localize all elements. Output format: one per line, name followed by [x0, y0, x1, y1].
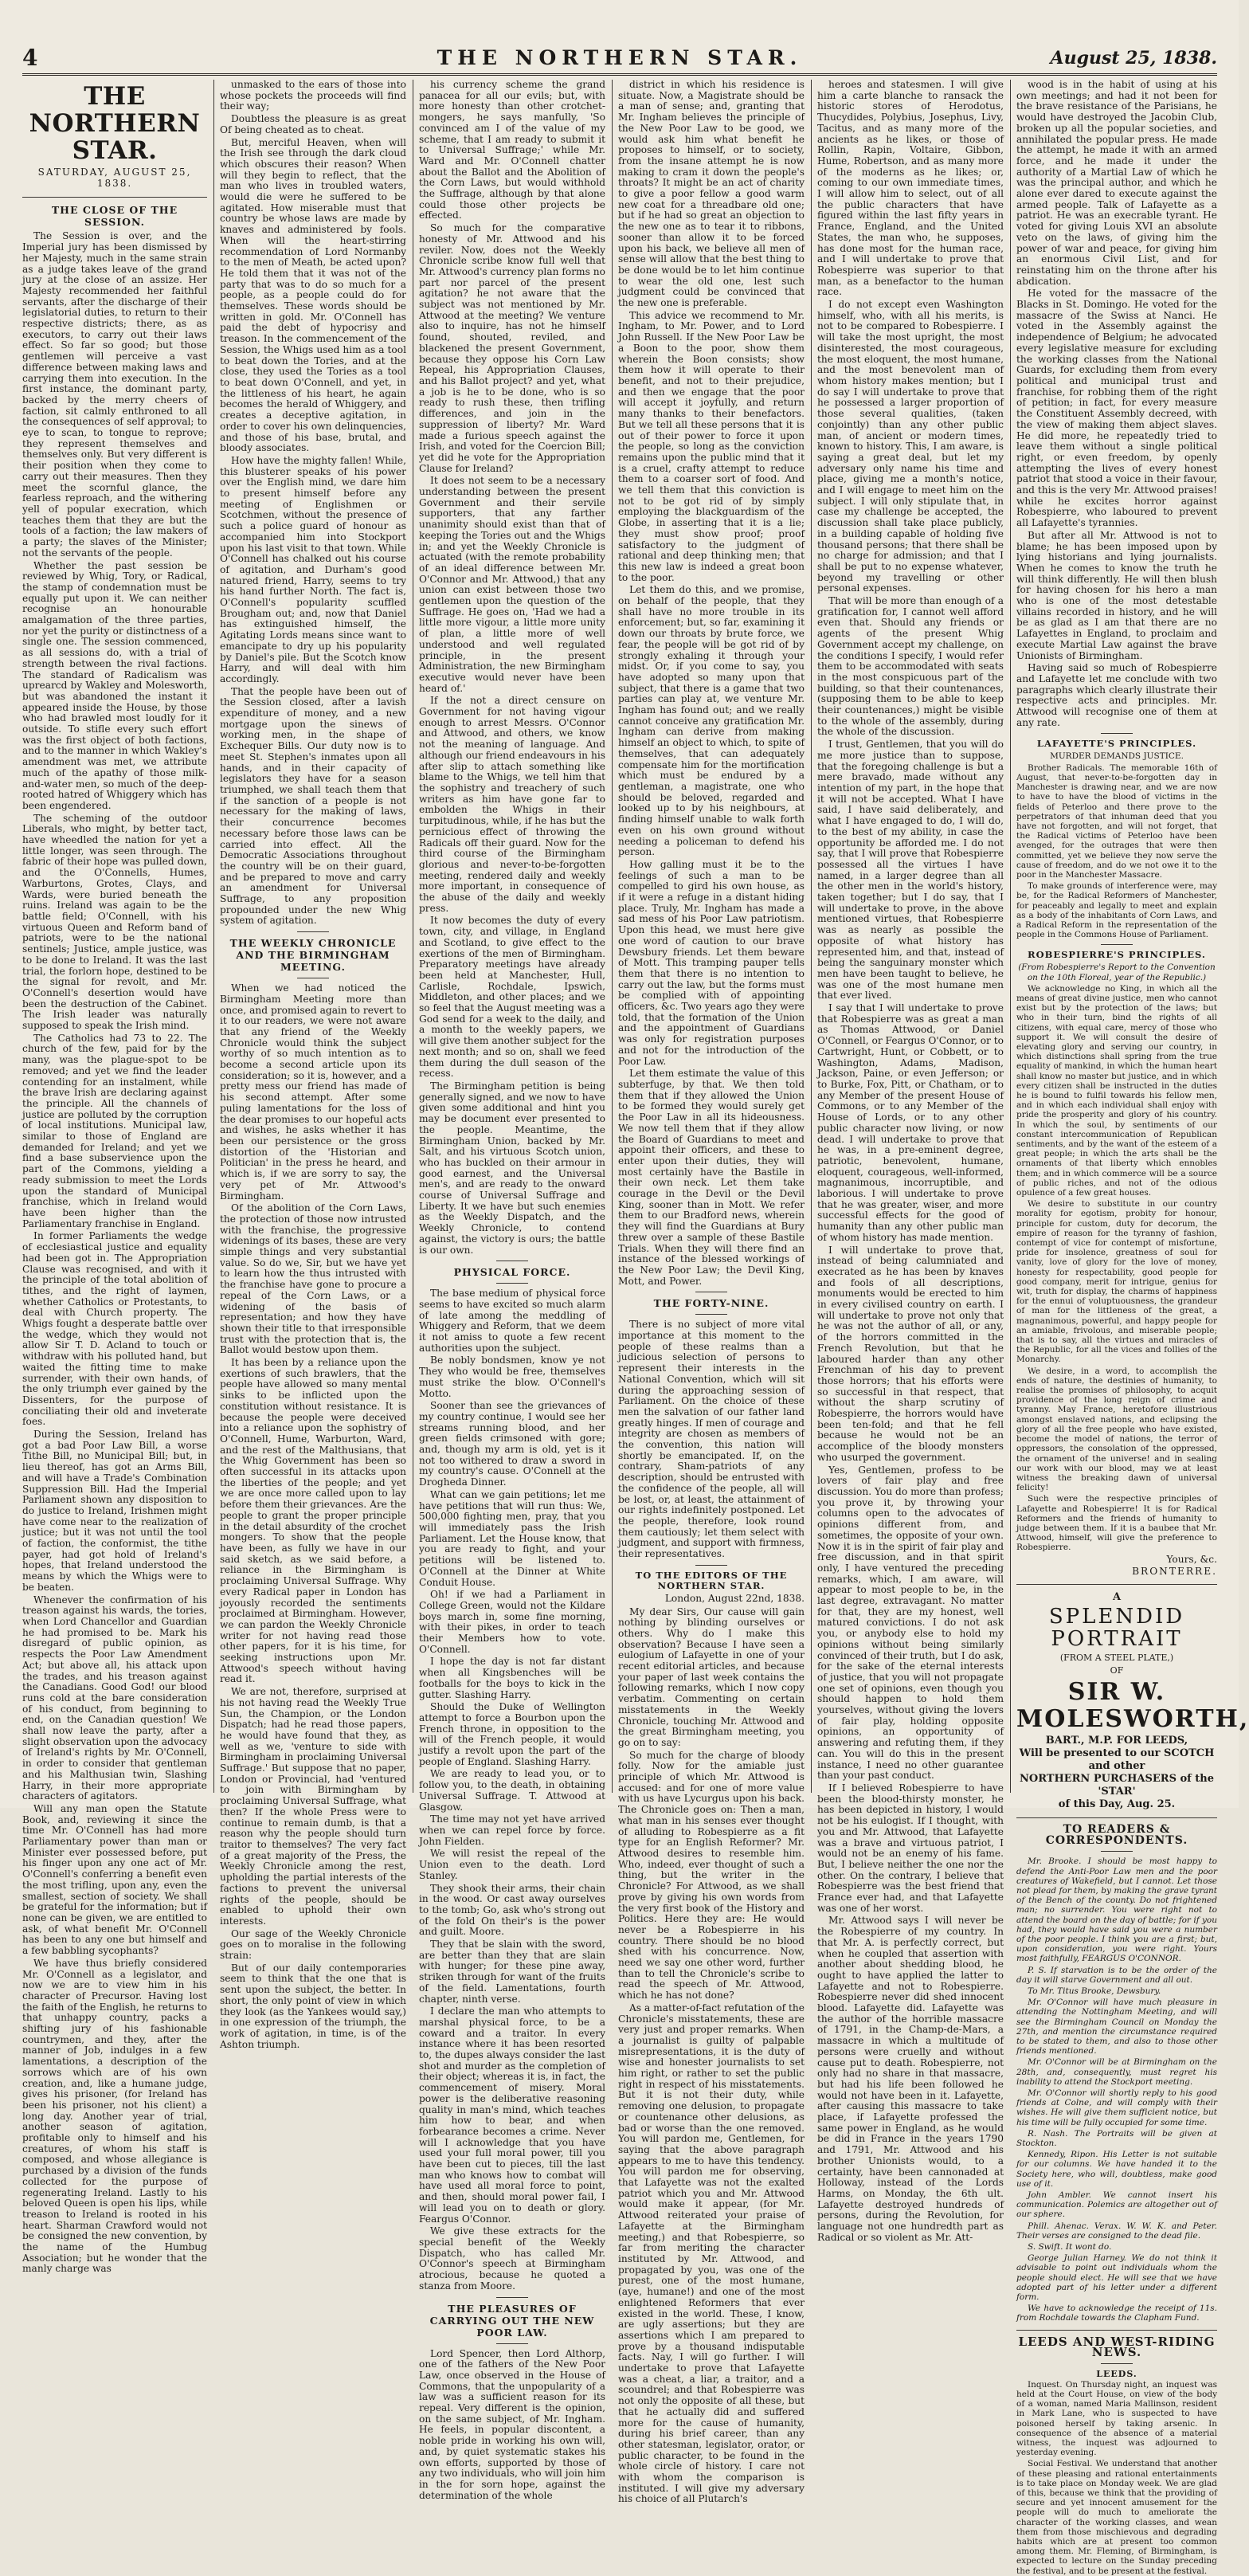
article-body [419, 2349, 605, 2502]
article-heading: THE CLOSE OF THE SESSION. [51, 204, 178, 229]
leeds-subheading: LEEDS. [1096, 2369, 1137, 2380]
advert-line-3: of this Day, Aug. 25. [1058, 1798, 1176, 1810]
paragraph: Let them estimate the value of this subterfuge, by that. We then told them that if they allowed the Union to be formed they would surely get the Poor Law in all its hideousness. We now tell them that if they allow the Board of Guardians to meet and appoint their officers, and these to enter upon their duties, they will most certainly have the Bastile in their own neck. Let them take courage in the Devil or the Devil King, sooner than in Mott. We refer them to our Bradford news, wherein they will find the Guardians at Bury threw over a sample of these Bastile Trials. When they will there find an instance of the blessed workings of the New Poor Law; the Devil King, Mott, and Power. [618, 1068, 805, 1287]
paragraph: district in which his residence is situate. Now, a Magistrate should be a man of sense; and, granting that Mr. Ingham believes the principle of the New Poor Law to be good, we would ask him what benefit he proposes to himself, or to society, from the insane attempt he is now making to cram it down the people's throats? It might be an act of charity to give a poor fellow a good warm new coat for a threadbare old one; but if he had so great an objection to the new one as to tear it to ribbons, sooner than allow it to be forced upon his back, we believe all men of sense will allow that the best thing to be done would be to let him continue to wear the old one, lest such judgment could be convinced that the new one is preferable. [618, 79, 805, 309]
page-number: 4 [22, 45, 38, 71]
column-3 [419, 79, 605, 2501]
paragraph: So much for the comparative honesty of Mr. Attwood and his reviler. Now, does not the Weekly Chronicle scribe know full well that Mr. Attwood's currency plan forms no part nor parcel of the present agitation? he not aware that the subject was not mentioned by Mr. Attwood at the meeting? We venture also to inquire, has not he himself found, shouted, reviled, and blackened the present Government, because they oppose his Corn Law Repeal, his Appropriation Clauses, and his Ballot project? and yet, what a job is he to be done, who is so ready to rush these, then trifling differences, and join in the suppression of liberty? Mr. Ward made a furious speech against the Irish, and voted for the Coercion Bill; yet did he vote for the Appropriation Clause for Ireland? [419, 222, 605, 474]
paragraph: We have thus briefly considered Mr. O'Connell as a legislator, and now we are to view him in his character of Precursor. Having lost the faith of the English, he returns to that unhappy country, packs a shifting jury of his fashionable countrymen, and they, after the manner of Job, indulges in a few lamentations, a description of the sorrows which are of his own creation, and, like a humane judge, gives his prisoner, (for Ireland has been his prisoner, not his client) a long day. Another year of trial, another season of agitation, profitable only to himself and his creatures, of whom his staff is composed, and whose allegiance is purchased by a division of the funds collected for the purpose of regenerating Ireland. Lastly to his beloved Queen is open his lips, while treason to Ireland is rooted in his heart. Sharman Crawford would not be consigned the new convention, by the name of the Humbug Association; but he wonder that the manly charge was [22, 1957, 207, 2275]
paragraph: My dear Sirs, Our cause will gain nothing by blinding ourselves or others. Why do I make this observation? Because I have seen a eulogium of Lafayette in one of your recent editorial articles, and because your paper of last week contains the following remarks, which I now copy verbatim. Commenting on certain misstatements in the Weekly Chronicle, touching Mr. Attwood and the great Birmingham meeting, you go on to say: [618, 1606, 805, 1748]
paragraph: Of the abolition of the Corn Laws, the protection of those now intrusted with the franchise, the progressive widenings of its bases, these are very simple things and very substantial value. So do we, Sir, but we have yet to learn how the thus intrusted with the franchise have gone to procure a repeal of the Corn Laws, or a widening of the basis of representation; and how they have shown their title to that irresponsible trust with the protection that is, the Ballot would bestow upon them. [220, 1202, 406, 1356]
paragraph: Such were the respective principles of Lafayette and Robespierre! It is for Radical Reformers and the friends of humanity to judge between them. If it is a baubee that Mr. Attwood, himself, will give the preference to Robespierre. [1016, 1494, 1217, 1553]
article-body [1016, 80, 1217, 728]
paragraph: Let them do this, and we promise, on behalf of the people, that they shall have no more trouble in its enforcement; but, so far, examining it down our throats by brute force, we fear, the people will be got rid of by strongly exhaling it through your midst. Or, if you come to say, you have adopted so many upon that subject, that there is a game that two parties can play at, we venture Mr. Ingham has found out; and we really cannot conceive any gratification Mr. Ingham can derive from making himself an object to which, to spite of themselves, that can adequately compensate him for the mortification which must be endured by a gentleman, a magistrate, one who should be beloved, regarded and looked up to by his neighbours, at finding himself unable to walk forth even on his own ground without needing a policeman to defend his person. [618, 584, 805, 858]
paragraph: There is no subject of more vital importance at this moment to the people of these realms than a judicious selection of persons to represent their interests in the National Convention, which will sit during the approaching session of Parliament. On the choice of these men the salvation of our father land greatly hinges. If men of courage and integrity are chosen as members of the convention, this nation will shortly be emancipated. If, on the contrary, Sham-patriots of any description, should be entrusted with the confidence of the people, all will be lost, or, at least, the attainment of our rights indefinitely postponed. Let the people, therefore, look round them cautiously; let them select with judgment, and support with firmness, their representatives. [618, 1319, 805, 1560]
article-body [618, 1319, 805, 1559]
paragraph: Inquest. On Thursday night, an inquest was held at the Court House, on view of the body of a woman, named Maria Mallinson, resident in Mark Lane, who is suspected to have poisoned herself by taking arsenic. In consequence of the absence of a material witness, the inquest was adjourned to yesterday evening. [1016, 2379, 1217, 2458]
paragraph: We desire, in a word, to accomplish the ends of nature, the destinies of humanity, to realise the promises of philosophy, to acquit providence of the long reign of crime and tyranny. May France, heretofore illustrious amongst enslaved nations, and eclipsing the glory of all the free people who have existed, become the model of nations, the terror of oppressors, the consolation of the oppressed, the ornament of the universe! and in sealing our work with our blood, may we at least witness the breaking dawn of universal felicity! [1016, 1366, 1217, 1493]
paragraph: They that be slain with the sword, are better than they that are slain with hunger; for these pine away, striken through for want of the fruits of the field. Lamentations, fourth chapter, ninth verse. [419, 1939, 605, 2005]
paragraph: How galling must it be to the feelings of such a man to be compelled to gird his own house, as if it were a refuge in a distant hiding place. Truly, Mr. Ingham has made a sad mess of his Poor Law patriotism. Upon this head, we must here give one word of caution to our brave Dewsbury friends. Let them beware of Mott. This tramping pauper tells them that there is no intention to carry out the law, but the forms must be complied with of appointing officers, &c. Two years ago they were told, that the formation of the Union and the appointment of Guardians was only for registration purposes and not for the introduction of the Poor Law. [618, 858, 805, 1067]
paragraph: George Julian Harney. We do not think it advisable to point out individuals whom the people should elect. He will see that we have adopted part of his letter under a different form. [1016, 2253, 1217, 2303]
paragraph: The Birmingham petition is being generally signed, and we now to have given some additional and hint you may be document ever presented to the people. Meantime, the Birmingham Union, backed by Mr. Salt, and his virtuous Scotch union, who has buckled on their armour in good earnest, and the Universal men's, and are ready to the onward course of Universal Suffrage and Liberty. It we have but such enemies as the Weekly Dispatch, and the Weekly Chronicle, to contend against, the victory is ours; the battle is our own. [419, 1080, 605, 1256]
paragraph: Mr. O'Connor will shortly reply to his good friends at Colne, and will comply with their wishes. He will give them sufficient notice, but his time will be fully occupied for some time. [1016, 2088, 1217, 2127]
leeds-heading: LEEDS AND WEST-RIDING NEWS. [1018, 2334, 1216, 2360]
paragraph: If the not a direct censure on Government for not having vigour enough to arrest Messrs. O'Connor and Attwood, and others, we know not the meaning of language. And although our friend endeavours in his after slip to attach something like blame to the Whigs, we tell him that the sophistry and treachery of such writers as him have gone far to embolden the Whigs in their turpitudinous, while, if he has but the pernicious effect of throwing the Radicals off their guard. Now for the third course of the Birmingham glorious and never-to-be-forgotten meeting, rendered daily and weekly more important, in consequence of the abuse of the daily and weekly press. [419, 695, 605, 914]
paragraph: So much for the charge of bloody folly. Now for the amiable just principle of which Mr. Attwood is accused: and for one of more value with us have Lycurgus upon his back. The Chronicle goes on: Then a man, what man in his senses ever thought of alluding to Robespierre as a fit type for an English Reformer? Mr. Attwood desires to resemble him. Who, indeed, ever thought of such a thing, but the writer in the Chronicle? For Attwood, as we shall prove by giving his own words from the very first book of the History and Politics. Here they are: He would never be a Robespierre in his country. There should be no blood shed with his concurrence. Now, need we say one other word, further than to tell the Chronicle's scribe to read the speech of Mr. Attwood, which he has not done? [618, 1749, 805, 2002]
article-heading: THE PLEASURES OF CARRYING OUT THE NEW POOR LAW. [429, 2302, 595, 2339]
header-date: August 25, 1838. [1050, 48, 1217, 69]
principles-heading: ROBESPIERRE'S PRINCIPLES. [1028, 949, 1206, 961]
paragraph: To make grounds of interference were, may be, for the Radical Reformers of Manchester, for peaceably and legally to meet and explain as a body of the inhabitants of Corn Laws, and a Radical Reform in the representation of the people in the Commons House of Parliament. [1016, 881, 1217, 940]
paragraph: It has been by a reliance upon the exertions of such brawlers, that the people have allowed so many mental sinks to be inflicted upon the constitution without resistance. It is because the people were deceived into a reliance upon the sophistry of O'Connell, Hume, Warburton, Ward, and the rest of the Malthusians, that the Whig Government has been so often successful in its attacks upon the liberties of the people; and yet we are once more called upon to lay before them their grievances. Are the people to grant the proper principle in the detail absurdity of the crochet mongers. To show that the people have been, as fully we have in our said sketch, as we said before, a reliance in the Birmingham is proclaiming Universal Suffrage. Why every Radical paper in London has joyously recorded the sentiments proclaimed at Birmingham. However, we can pardon the Weekly Chronicle writer for not having read those other papers, for it is his time, for seeking instructions upon Mr. Attwood's speech without having read it. [220, 1357, 406, 1685]
paragraph: This advice we recommend to Mr. Ingham, to Mr. Power, and to Lord John Russell. If the New Poor Law be a Boon to the poor, show them wherein the Boon consists; show them how it will operate to their benefit, and not to their prejudice, and then we engage that the poor will accept it joyfully, and return many thanks to their benefactors. But we tell all these persons that it is out of their power to force it upon the people, so long as the conviction remains upon the public mind that it is a cruel, crafty attempt to reduce them to a coarser sort of food. And we tell them that this conviction is not to be got rid of by simply employing the blackguardism of the Globe, in asserting that it is a lie; they must show proof; proof satisfactory to the judgment of rational and deep thinking men; that this new law is indeed a great boon to the poor. [618, 309, 805, 583]
portrait-advert [1016, 1590, 1249, 1811]
letter-place-date: London, August 22nd, 1838. [664, 1592, 805, 1604]
article-body [419, 1288, 605, 2292]
paragraph: Oh! if we had a Parliament in College Green, would not the Kildare boys march in, some fine morning, with their pikes, in order to teach their Members how to vote. O'Connell. [419, 1589, 605, 1655]
paragraph: The scheming of the outdoor Liberals, who might, by better tact, have wheedled the nation for yet a little longer, was seen through. The fabric of their hope was pulled down, and the O'Connells, Humes, Warburtons, Grotes, Clays, and Wards, were buried beneath the ruins. Ireland was again to be the battle field; O'Connell, with his virtuous Queen and Reform band of patriots, were to be the national sentinels; Justice, ample justice, was to be done to Ireland. It was the last trial, the forlorn hope, destined to be the signal for revolt, and Mr. O'Connell's desertion would have been the destruction of the Cabinet. The Irish leader was naturally supposed to speak the Irish mind. [22, 812, 207, 1032]
paragraph: Mr. Brooke. I should be most happy to defend the Anti-Poor Law men and the poor creatures of Wakefield, but I cannot. Let those not plead for them, by making the grave tyrant of the Bench of the county. Do not frightened man; no surrender. You were right not to attend the board on the day of battle; for if you had, they would have said you were a number of the poor people. I think you are a first; but, upon consideration, you were right. Yours most faithfully, FEARGUS O'CONNOR. [1016, 1857, 1217, 1964]
paragraph: S. Swift. It wont do. [1028, 2242, 1112, 2253]
paragraph: Will any man open the Statute Book, and, reviewing it since the time Mr. O'Connell has had more Parliamentary power than man or Minister ever possessed before, put his finger upon any one act of Mr. O'Connell's conferring a benefit even the most trifling, upon any, even the smallest, section of society. We shall be grateful for the information; but if none can be given, we are entitled to ask, of what benefit Mr. O'Connell has been to any one but himself and a few babbling sycophants? [22, 1802, 207, 1957]
paragraph: That the people have been out of the Session closed, after a lavish expenditure of money, and a new mortgage upon the sinews of working men, in the shape of Exchequer Bills. Our duty now is to meet St. Stephen's inmates upon all hands, and in their capacity of legislators they have for a season triumphed, we shall teach them that if the sanction of a people is not necessary for the making of laws, their concurrence becomes necessary before those laws can be carried into effect. All the Democratic Associations throughout the country will be on their guard, and be prepared to move and carry an amendment for Universal Suffrage, to any proposition propounded under the new Whig system of agitation. [220, 685, 406, 927]
paragraph: We have to acknowledge the receipt of 11s. from Rochdale towards the Clapham Fund. [1016, 2304, 1217, 2323]
paragraph: Lord Spencer, then Lord Althorp, one of the fathers of the New Poor Law, once observed in the House of Commons, that the unpopularity of a law was a sufficient reason for its repeal. Very different is the opinion, on the same subject, of Mr. Ingham. He feels, in popular discontent, a noble pride in working his own will, and, by quiet systematic stakes his own efforts, supported by those of any two individuals, who will join him in the for sorn hope, against the determination of the whole [419, 2347, 605, 2501]
paragraph: I do not except even Washington himself, who, with all his merits, is not to be compared to Robespierre. I will take the most upright, the most disinterested, the most courageous, the most eloquent, the most humane, and the most benevolent man of whom history makes mention; but I do say I will undertake to prove that he possessed a larger proportion of those several qualities, (taken conjointly) than any other public man, of ancient or modern times, known to history. This, I am aware, is saying a great deal, but let my adversary only name his time and place, giving me a month's notice, and I will engage to meet him on the subject. I will only stipulate that, in case my challenge be accepted, the discussion shall take place publicly, in a building capable of holding five thousand persons; that there shall be no charge for admission; and that I shall be put to no expense whatever, beyond my travelling or other personal expenses. [817, 299, 1004, 594]
article-body [220, 80, 406, 927]
paragraph: Mr. O'Connor will have much pleasure in attending the Nottingham Meeting, and will see the Birmingham Council on Monday the 27th, and mention the circumstance required to be stated to them, and also to those other friends mentioned. [1016, 1998, 1217, 2056]
paragraph: The Session is over, and the Imperial jury has been dismissed by her Majesty, much in the same strain as a judge takes leave of the grand jury at the close of an assize. Her Majesty recommended her faithful servants, after the discharge of their legislatorial duties, to return to their respective districts; there, as as executors, to carry out their laws effect. So far so good; but those gentlemen will perceive a vast difference between making laws and carrying them into execution. In the first instance, the dominant party, backed by the merry cheers of faction, sit calmly enthroned to all the consequences of self approval; to eye to scan, to tongue to reprove; they represent themselves and themselves only. But very different is their position when they come to carry out their measures. Then they meet the scornful glance, the fearless reproach, and the withering yell of popular execration, which teaches them that they are but the tools of a faction; the law makers of a party; the slaves of the Minister; not the servants of the people. [22, 230, 207, 559]
advert-of: OF [1110, 1664, 1124, 1676]
article-body [419, 80, 605, 1256]
paragraph: John Ambler. We cannot insert his communication. Polemics are altogether out of our sphere. [1016, 2190, 1217, 2220]
paragraph: How have the mighty fallen! While, this blusterer speaks of his power over the English mind, we dare him to present himself before any meeting of Englishmen or Scotchmen, without the presence of such a police guard of honour as accompanied him into Stockport upon his last visit to that town. While O'Connell has chalked out his course of agitation, and Durham's good natured friend, Harry, seems to try his hand further North. The fact is, O'Connell's popularity scuffled Brougham out; and, now that Daniel has extinguished himself, the Agitating Lords means since want to emancipate to dry up his popularity by Daniel's pile. But the Scotch know Harry, and will deal with him accordingly. [220, 454, 406, 684]
paragraph: R. Nash. The Portraits will be given at Stockton. [1016, 2128, 1217, 2149]
paragraph: To Mr. Titus Brooke, Dewsbury. [1028, 1986, 1161, 1996]
paragraph: Yes, Gentlemen, profess to be lovers of fair play and free discussion. You do more than profess; you prove it, by throwing your columns open to the advocates of opinions different from, and sometimes, the opposite of your own. Now it is in the spirit of fair play and free discussion, and in that spirit only, I have ventured the preceding remarks, which, I am aware, will appear to most people to be, in the last degree, extravagant. No matter for that, they are my honest, well matured convictions. I do not ask you, or anybody else to hold my opinions without being similarly convinced of their truth, but I do ask, for the sake of the eternal interests of justice, that you will not propagate one set of opinions, even though you should happen to hold them yourselves, without giving the lovers of fair play, holding opposite opinions, an opportunity of answering and refuting them, if they can. You will do this in the present instance, I need no other guarantee than your past conduct. [817, 1464, 1004, 1782]
paragraph: Our sage of the Weekly Chronicle goes on to moralise in the following strain: [220, 1927, 406, 1962]
paragraph: It now becomes the duty of every town, city, and village, in England and Scotland, to give effect to the exertions of the men of Birmingham. Preparatory meetings have already been held at Manchester, Hull, Carlisle, Rochdale, Ipswich, Middleton, and other places; and we so feel that the August meeting was a God send for a week to the daily, and a month to the weekly papers, we will give them another subject for the next month; and so on, shall we feed them during the dull season of the recess. [419, 915, 605, 1080]
paragraph: Whenever the confirmation of his treason against his wards, the tories, when Lord Chancellor and Guardian he had promised to be. Mark his disregard of public opinion, as respects the Poor Law Amendment Act; but above all, his attack upon the trades, and his treason against the Canadians. Good God! our blood runs cold at the bare consideration of his conduct, from beginning to end, on the Canadian question! We shall now leave the party, after a slight observation upon the advocacy of Ireland's rights by Mr. O'Connell, in order to consider that gentleman and his Malthusian twin, Slashing Harry, in their more appropriate characters of agitators. [22, 1594, 207, 1802]
article-body [618, 1607, 805, 2506]
paragraph: Mr. Attwood says I will never be the Robespierre of my country. In that Mr. A. is perfectly correct, but when he coupled that assertion with another about shedding blood, he ought to have applied the latter to Lafayette and not to Robespierre. Robespierre never did shed innocent blood. Lafayette did. Lafayette was the author of the horrible massacre of 1791, in the Champ-de-Mars, a massacre in which a multitude of persons were cruelly and without cause put to death. Robespierre, not only had no share in that massacre, but had his life been followed he would not have been in it. Lafayette, after causing this massacre to take place, if Lafayette professed the same power in England, as he would be did in France in the years 1790 and 1791, Mr. Attwood and his brother Unionists would, to a certainty, have been cannonaded at Holloway, instead of the Lords Harms, on Monday, the 6th ult. Lafayette destroyed hundreds of persons, during the Revolution, for language not one hundredth part as Radical or so violent as Mr. Att- [817, 1915, 1004, 2243]
principles-heading: LAFAYETTE'S PRINCIPLES. [1036, 738, 1197, 750]
article-body [22, 231, 207, 2275]
paragraph: We acknowledge no King, in which all the means of great divine justice, men who cannot exist but by the protection of the laws; but who in their turn, bind the rights of all citizens, with equal care, mercy of those who support it. We will consult the desire of elevating glory and serving our country, in which distinctions shall spring from the true equality of mankind, in which the human heart shall know no master but justice, and in which every citizen shall be instructed in the duties he is bound to fulfil towards his fellow men, and in which each individual shall enjoy with pride the prosperity and glory of his country. In which the soul, by sentiments of our constant intercommunication of Republican sentiments, and by the want of the esteem of a great people; in which the arts shall be the ornaments of that liberty which ennobles them; and in which commerce will be a source of public riches, and not of the odious opulence of a few great houses. [1016, 983, 1217, 1198]
paragraph: Mr. O'Connor will be at Birmingham on the 28th, and, consequently, must regret his inability to attend the Stockport meeting. [1016, 2057, 1217, 2087]
paragraph: In former Parliaments the wedge of ecclesiastical justice and equality had been got in. The Appropriation Clause was recognised, and with it the principle of the total abolition of tithes, and the right of laymen, whether Catholics or Protestants, to deal with Church property. The Whigs fought a desperate battle over the wedge, which they would not allow Sir T. D. Acland to touch or withdraw with his polluted hand, but waited the fitting time to make surrender, with their own hands, of the only triumph ever gained by the Dissenters, for the purpose of conciliating their old and inveterate foes. [22, 1230, 207, 1428]
paragraph: If I believed Robespierre to have been the blood-thirsty monster, he has been depicted in history, I would not be his eulogist. If I thought, with you and Mr. Attwood, that Lafayette was a brave and virtuous patriot, I would not be an enemy of his fame. But, I believe neither the one nor the other. On the contrary, I believe that Robespierre was the best friend that France ever had, and that Lafayette was one of her worst. [817, 1782, 1004, 1914]
article-heading: PHYSICAL FORCE. [453, 1266, 571, 1279]
readers-notices [1016, 1857, 1217, 2323]
running-masthead: THE NORTHERN STAR. [437, 46, 803, 69]
article-body [1016, 984, 1217, 1553]
paragraph: P. S. If starvation is to be the order of the day it will starve Government and all out. [1016, 1965, 1217, 1985]
paragraph: Having said so much of Robespierre and Lafayette let me conclude with two paragraphs which clearly illustrate their respective acts and principles. Mr. Attwood will recognise one of them at any rate. [1016, 662, 1217, 728]
paragraph: But, merciful Heaven, when will the Irish see through the dark cloud which obscures their reason? When will they begin to reflect, that the man who lives in troubled waters, would die were he suffered to be agitated. How miserable must that country be whose laws are made by knaves and administered by fools. When will the heart-stirring recommendation of Lord Normanby to the men of Meath, be acted upon? He told them that it was not of the party that was to do so much for a people, as a people could do for themselves. These words should be written in gold. Mr. O'Connell has paid the debt of hypocrisy and treason. In the commencement of the Session, the Whigs used him as a tool to beat down the Tories, and at the close, they used the Tories as a tool to beat down O'Connell, and yet, in the littleness of his heart, he again becomes the herald of Whiggery, and creates a deceptive agitation, in order to cover his own delinquencies, and those of his base, brutal, and bloody associates. [220, 136, 406, 454]
paragraph: We will resist the repeal of the Union even to the death. Lord Stanley. [419, 1848, 605, 1881]
article-body [817, 80, 1004, 2244]
paragraph: his currency scheme the grand panacea for all our evils; but, with more honesty than other crotchet-mongers, he says manfully, 'So convinced am I of the value of my scheme, that I am ready to submit it to Universal Suffrage;' while Mr. Ward and Mr. O'Connell chatter about the Ballot and the Abolition of the Corn Laws, but would withhold the Suffrage, although by that alone could those other projects be effected. [419, 79, 605, 222]
paper-name: THE NORTHERN STAR. [29, 82, 201, 165]
advert-name: SIR W. MOLESWORTH, [1016, 1677, 1249, 1733]
paragraph: I will undertake to prove that, instead of being calumniated and execrated as he has been by knaves and fools of all descriptions, monuments would be erected to him in every civilised country on earth. I will undertake to prove not only that he was not the author of all, or any, of the horrors committed in the French Revolution, but that he laboured harder than any other Frenchman of his day to prevent those horrors; that his efforts were so successful in that respect, that without the sharp scrutiny of Robespierre, the horrors would have been ten-fold; and that he fell because he would not be an accomplice of the bloody monsters who usurped the government. [817, 1244, 1004, 1463]
paragraph: The base medium of physical force seems to have excited so much alarm of late among the meddling of Whiggery and Reform, that we deem it not amiss to quote a few recent authorities upon the subject. [419, 1288, 605, 1354]
paragraph: We are not, therefore, surprised at his not having read the Weekly True Sun, the Champion, or the London Dispatch; had he read those papers, he would have found that they, as well as we, 'venture to side with Birmingham in proclaiming Universal Suffrage.' But suppose that no paper, London or Provincial, had 'ventured to join with Birmingham by proclaiming Universal Suffrage, what then? If the whole Press were to continue to remain dumb, is that a reason why the people should turn traitor to themselves? The very fact of a great majority of the Press, the Weekly Chronicle among the rest, upholding the partial interests of the factions to prevent the universal rights of the people, should be enabled to uphold their own interests. [220, 1686, 406, 1927]
signature: BRONTERRE. [1132, 1566, 1217, 1578]
page-header [22, 41, 1217, 76]
advert-title: SPLENDID PORTRAIT [1048, 1604, 1185, 1651]
paragraph: They shook their arms, their chain in the wood. Or cast away ourselves to the tomb; Go, ask who's strong out of the fold On their's is the power and guilt. Moore. [419, 1882, 605, 1938]
article-heading: THE FORTY-NINE. [653, 1297, 769, 1310]
paragraph: Social Festival. We understand that another of these pleasing and rational entertainments is to take place on Monday week. We are glad of this, because we think that the providing of secure and yet innocent amusement for the people will do much to ameliorate the character of the working classes, and wean them from those mischievous and degrading habits which are at present too common among them. Mr. Fleming, of Birmingham, is expected to lecture on the Sunday preceding the festival, and to be present at the festival. [1016, 2459, 1217, 2576]
advert-subtitle: (FROM A STEEL PLATE,) [1059, 1652, 1174, 1663]
advert-bart: BART., M.P. FOR LEEDS, [1045, 1734, 1188, 1747]
sign-off: Yours, &c. [1166, 1553, 1217, 1565]
paragraph: As a matter-of-fact refutation of the Chronicle's misstatements, these are very just and proper remarks. When a journalist is guilty of palpable misrepresentations, it is the duty of wise and honester journalists to set him right, or rather to set the public right in respect of his misstatements. But it is not their duty, while removing one delusion, to propagate or countenance other delusions, as bad or worse than the one removed. You will pardon me, Gentlemen, for saying that the above paragraph appears to me to have this tendency. You will pardon me for observing, that Lafayette was not the exalted patriot which you and Mr. Attwood would make it appear, (for Mr. Attwood reiterated your praise of Lafayette at the Birmingham meeting,) and that Robespierre, so far from meriting the character instituted by Mr. Attwood, and propagated by you, was one of the purest, one of the most humane, (aye, humane!) and one of the most enlightened Reformers that ever existed in the world. These, I know, are ugly assertions; but they are assertions which I am prepared to prove by a thousand indisputable facts. Nay, I will go further. I will undertake to prove that Lafayette was a cheat, a liar, a traitor, and a scoundrel; and that Robespierre was not only the opposite of all these, but that he actually did and suffered more for the cause of humanity, during his brief career, than any other statesman, legislator, orator, or public character, to be found in the whole circle of history. I care not with whom the comparison is instituted. I will give my adversary his choice of all Plutarch's [618, 2002, 805, 2505]
paragraph: But of our daily contemporaries seem to think that the one that is sent upon the subject, the better. In short, the only point of view in which they look (as the Yankees would say,) in one expression of the triumph, the work of agitation, in time, is of the Ashton triumph. [220, 1962, 406, 2050]
paragraph: Should the Duke of Wellington attempt to force a Bourbon upon the French throne, in opposition to the will of the French people, it would justify a revolt upon the part of the people of England. Slashing Harry. [419, 1701, 605, 1767]
leeds-news [1016, 2380, 1217, 2576]
advert-a: A [1112, 1590, 1122, 1603]
paragraph: I say that I will undertake to prove that Robespierre was as great a man as Thomas Attwood, or Daniel O'Connell, or Feargus O'Connor, or to Cartwright, Hunt, or Cobbett, or to Washington, Adams, Madison, Jackson, Paine, or even Jefferson; or to Burke, Fox, Pitt, or Chatham, or to any Member of the present House of Commons, or to any Member of the House of Lords, or to any other public character now living, or now dead. I will undertake to prove that he was, in a pre-eminent degree, patriotic, benevolent, humane, eloquent, courageous, well-informed, magnanimous, incorruptible, and laborious. I will undertake to prove that he was greater, wiser, and more successful effects for the good of humanity than any other public man of whom history has made mention. [817, 1002, 1004, 1243]
letter-heading: TO THE EDITORS OF THE NORTHERN STAR. [635, 1569, 788, 1591]
readers-heading: TO READERS & CORRESPONDENTS. [1045, 1822, 1188, 1847]
paragraph: The Catholics had 73 to 22. The church of the few, paid for by the many, was the plague-spot to be removed; and yet we find the leader contending for an instalment, while the brave Irish are declaring against the principle. All the channels of justice are polluted by the corruption of local institutions. Municipal law, similar to those of England are demanded for Ireland; and yet we find a base subservience upon the part of the Commons, yielding a ready submission to meet the Lords upon the standard of Municipal franchise, which in Ireland would have been higher than the Parliamentary franchise in England. [22, 1032, 207, 1229]
paragraph: Sooner than see the grievances of my country continue, I would see her streams running blood, and her green fields crimsoned with gore; and, though my arm is old, yet is it not too withered to draw a sword in my country's cause. O'Connell at the Drogheda Dinner. [419, 1400, 605, 1488]
paragraph: It does not seem to be a necessary understanding between the present Government and their servile supporters, that any farther unanimity should exist than that of keeping the Tories out and the Whigs in; and yet the Weekly Chronicle is actuated (with the remote probability of an ideal difference between Mr. O'Connor and Mr. Attwood,) that any union can exist between those two gentlemen upon the question of the Suffrage. He goes on, 'Had we had a little more vigour, a little more unity of plan, a little more of well understood and well regulated principle, in the present Administration, the new Birmingham executive would never have been heard of.' [419, 475, 605, 694]
paragraph: But after all Mr. Attwood is not to blame; he has been imposed upon by lying historians and lying journalists. When he comes to know the truth he will think differently. He will then blush for having chosen for his hero a man who is one of the most detestable villains recorded in history, and he will be as glad as I am that there are no Lafayettes in England, to proclaim and execute Martial Law against the brave Unionists of Birmingham. [1016, 529, 1217, 661]
paragraph: I hope the day is not far distant when all Kingsbenches will be footballs for the boys to kick in the gutter. Slashing Harry. [419, 1656, 605, 1700]
article-body [1016, 763, 1217, 940]
paragraph: When we had noticed the Birmingham Meeting more than once, and promised again to revert to it to our readers, we were not aware that any friend of the Weekly Chronicle would think the subject worthy of so much intention as to become a second article upon its consideration; so it is, however, and a pretty mess our friend has made of his second attempt. After some puling lamentations for the loss of the dear promises to our hopeful acts and wishes, he asks whether it has been our persistence or the gross distortion of the 'Historian and Politician' in the press he heard, and which is, if we are sorry to say, the very pet of Mr. Attwood's Birmingham. [220, 982, 406, 1202]
paragraph: Kennedy, Ripon. His Letter is not suitable for our columns. We have handed it to the Society here, who will, doubtless, make good use of it. [1016, 2150, 1217, 2189]
paragraph: During the Session, Ireland has got a bad Poor Law Bill, a worse Tithe Bill, no Municipal Bill; but, in lieu thereof, has got an Arms Bill, and will have a Trade's Combination Suppression Bill. Had the Imperial Parliament shown any disposition to do justice to Ireland, Irishmen might have come near to the realization of justice; but it was not until the tool of faction, the conformist, the tithe payer, had got hold of Ireland's hopes, that Ireland understood the means by which the Whigs were to be beaten. [22, 1429, 207, 1593]
paragraph: We give these extracts for the special benefit of the Weekly Dispatch, who has called Mr. O'Connor's speech at Birmingham atrocious, because he quoted a stanza from Moore. [419, 2225, 605, 2292]
paragraph: Whether the past session be reviewed by Whig, Tory, or Radical, the stamp of condemnation must be equally put upon it. We can neither recognise an honourable amalgamation of the three parties, nor yet the purity or distinctness of a single one. The session commenced, as all sessions do, with a trial of strength between the rival factions. The standard of Radicalism was uprearcd by Wakley and Molesworth, but was abandoned the instant it appeared inside the House, by those who had brawled most loudly for it outside. To stifle every such effort was the first object of both factions, and to the manner in which Wakley's amendment was met, we attribute much of the apathy of those milk-and-water men, so much of the deep-rooted hatred of Whiggery which has been engendered. [22, 559, 207, 811]
paragraph: Brother Radicals. The memorable 16th of August, that never-to-be-forgotten day in Manchester is drawing near, and we are now to have to have the blood of victims in the fields of Peterloo and there prove to the perpetrators of that inhuman deed that you have not forgotten, and will not forget, that the Radical victims of Peterloo have been avenged, for the outrages that were then committed, yet we believe they now serve the cause of freedom, and do we not owe it to the poor in the Manchester Massacre. [1016, 763, 1217, 880]
paper-date: SATURDAY, AUGUST 25, 1838. [37, 167, 192, 189]
article-heading: THE WEEKLY CHRONICLE AND THE BIRMINGHAM MEETING. [229, 937, 397, 974]
paragraph: What can we gain petitions; let me have petitions that will run thus: We, 500,000 fighting men, pray, that you will immediately pass the Irish Parliament. Let the House know, that you are ready to fight, and your petitions will be listened to. O'Connell at the Dinner at White Conduit House. [419, 1488, 605, 1588]
column-2 [220, 79, 406, 2050]
column-4 [618, 79, 805, 2505]
principles-subheading: MURDER DEMANDS JUSTICE. [1050, 751, 1184, 762]
paragraph: We are ready to lead you, or to follow you, to the death, in obtaining Universal Suffrage. T. Attwood at Glasgow. [419, 1768, 605, 1813]
paragraph: That will be more than enough of a gratification for, I cannot well afford even that. Should any friends or agents of the present Whig Government accept my challenge, on the conditions I specify, I would refer them to be accommodated with seats in the most conspicuous part of the building, so that their countenances, (supposing them to be able to keep their countenances,) might be visible to the whole of the assembly, during the whole of the discussion. [817, 595, 1004, 738]
advert-line-1: Will be presented to our SCOTCH and other [1019, 1747, 1215, 1772]
paragraph: I declare the man who attempts to marshal physical force, to be a coward and a traitor. In every instance where it has been resorted to, the dupes always consider the last shot and murder as the completion of their object; whereas it is, in fact, the commencement of misery. Moral power is the deliberative reasoning quality in man's mind, which teaches him how to bear, and when forbearance becomes a crime. Never will I acknowledge that you have used your full moral power, till you have been cut to pieces, till the last man who knows how to combat will have used all moral force to point, and then, should moral power fail, I will lead you on to death or glory. Feargus O'Connor. [419, 2006, 605, 2225]
column-1 [22, 80, 207, 2275]
paragraph: heroes and statesmen. I will give him a carte blanche to ransack the historic stores of Herodotus, Thucydides, Polybius, Josephus, Livy, Tacitus, and as many more of the ancients as he likes, or those of Rollin, Rapin, Voltaire, Gibbon, Hume, Robertson, and as many more of the moderns as he likes; or, coming to our own immediate times, I will allow him to select, out of all the public characters that have figured within the last fifty years in France, England, and the United States, the man who, he supposes, has done most for the human race, and I will undertake to prove that Robespierre was superior to that man, as a benefactor to the human race. [817, 79, 1004, 298]
paragraph: We desire to substitute in our country morality for egotism, probity for honour, principle for custom, duty for decorum, the empire of reason for the tyranny of fashion, contempt of vice for contempt of misfortune, pride for insolence, greatness of soul for vanity, love of glory for the love of money, honesty for respectability, good people for good company, merit for intrigue, genius for wit, truth for display, the charms of happiness for the ennui of voluptuousness, the grandeur of man for the littleness of the great, a magnanimous, powerful, and happy people for an amiable, frivolous, and miserable people; that is to say, all the virtues and miracles of the Republic, for all the vices and follies of the Monarchy. [1016, 1199, 1217, 1365]
paragraph: Phill. Ahenac. Verax. W. W. K. and Peter. Their verses are consigned to the dead file. [1016, 2221, 1217, 2241]
column-6 [1016, 79, 1249, 2576]
paragraph: Be nobly bondsmen, know ye not They who would be free, themselves must strike the blow. O'Connell's Motto. [419, 1355, 605, 1399]
paragraph: The time may not yet have arrived when we can repel force by force. John Fielden. [419, 1813, 605, 1847]
advert-line-2: NORTHERN PURCHASERS of the 'STAR' [1019, 1772, 1215, 1798]
paragraph: unmasked to the ears of those into whose pockets the proceeds will find their way; [220, 79, 406, 112]
principles-subheading: (From Robespierre's Report to the Convention on the 10th Floreal, year of the Republic.) [1018, 963, 1216, 982]
article-body [618, 80, 805, 1287]
paragraph: He voted for the massacre of the Blacks in St. Domingo. He voted for the massacre of the Swiss at Nanci. He voted in the Assembly against the independence of Belgium; he advocated every legislative measure for excluding the working classes from the National Guards, for excluding them from every political and municipal trust and franchise, for robbing them of the right of petition; in fact, for every measure the Constituent Assembly decreed, with the view of making them abject slaves. He did more, he repeatedly tried to leave them without a single political right, or even freedom, by openly attempting the lives of every honest patriot that stood a voice in their favour, and this is the very Mr. Attwood praises! while he excites horror against Robespierre, who laboured to prevent all Lafayette's tyrannies. [1016, 288, 1217, 529]
paragraph: I trust, Gentlemen, that you will do me more justice than to suppose, that the foregoing challenge is but a mere bravado, made without any intention of my part, in the hope that it will not be accepted. What I have said, I have said deliberately, and what I have engaged to do, I will do, to the best of my ability, in case the opportunity be afforded me. I do not say, that I will prove that Robespierre possessed all the virtues I have named, in a larger degree than all the other men in the world's history, taken together; but I do say, that I will undertake to prove, in the above mentioned virtues, that Robespierre was as nearly as possible the opposite of what history has represented him, and that, instead of being the sanguinary monster which men have been taught to believe, he was one of the most humane men that ever lived. [817, 739, 1004, 1002]
paragraph: Doubtless the pleasure is as great Of being cheated as to cheat. [220, 113, 406, 135]
paragraph: wood is in the habit of using at his own meetings; and had it not been for the brave resistance of the Parisians, he would have destroyed the Jacobin Club, broken up all the popular societies, and annihilated the popular press. He made the attempt, he made it with an armed force, and he made it under the authority of a Martial Law of which he was the principal author, and which he alone ever dared to execute against the armed people. Talk of Lafayette as a patriot. He was an execrable tyrant. He voted for giving Louis XVI an absolute veto on the laws, of giving him the power of war and peace, for giving him an enormous Civil List, and for reinstating him on the throne after his abdication. [1016, 79, 1217, 287]
column-5 [817, 79, 1004, 2243]
article-body [220, 983, 406, 2050]
